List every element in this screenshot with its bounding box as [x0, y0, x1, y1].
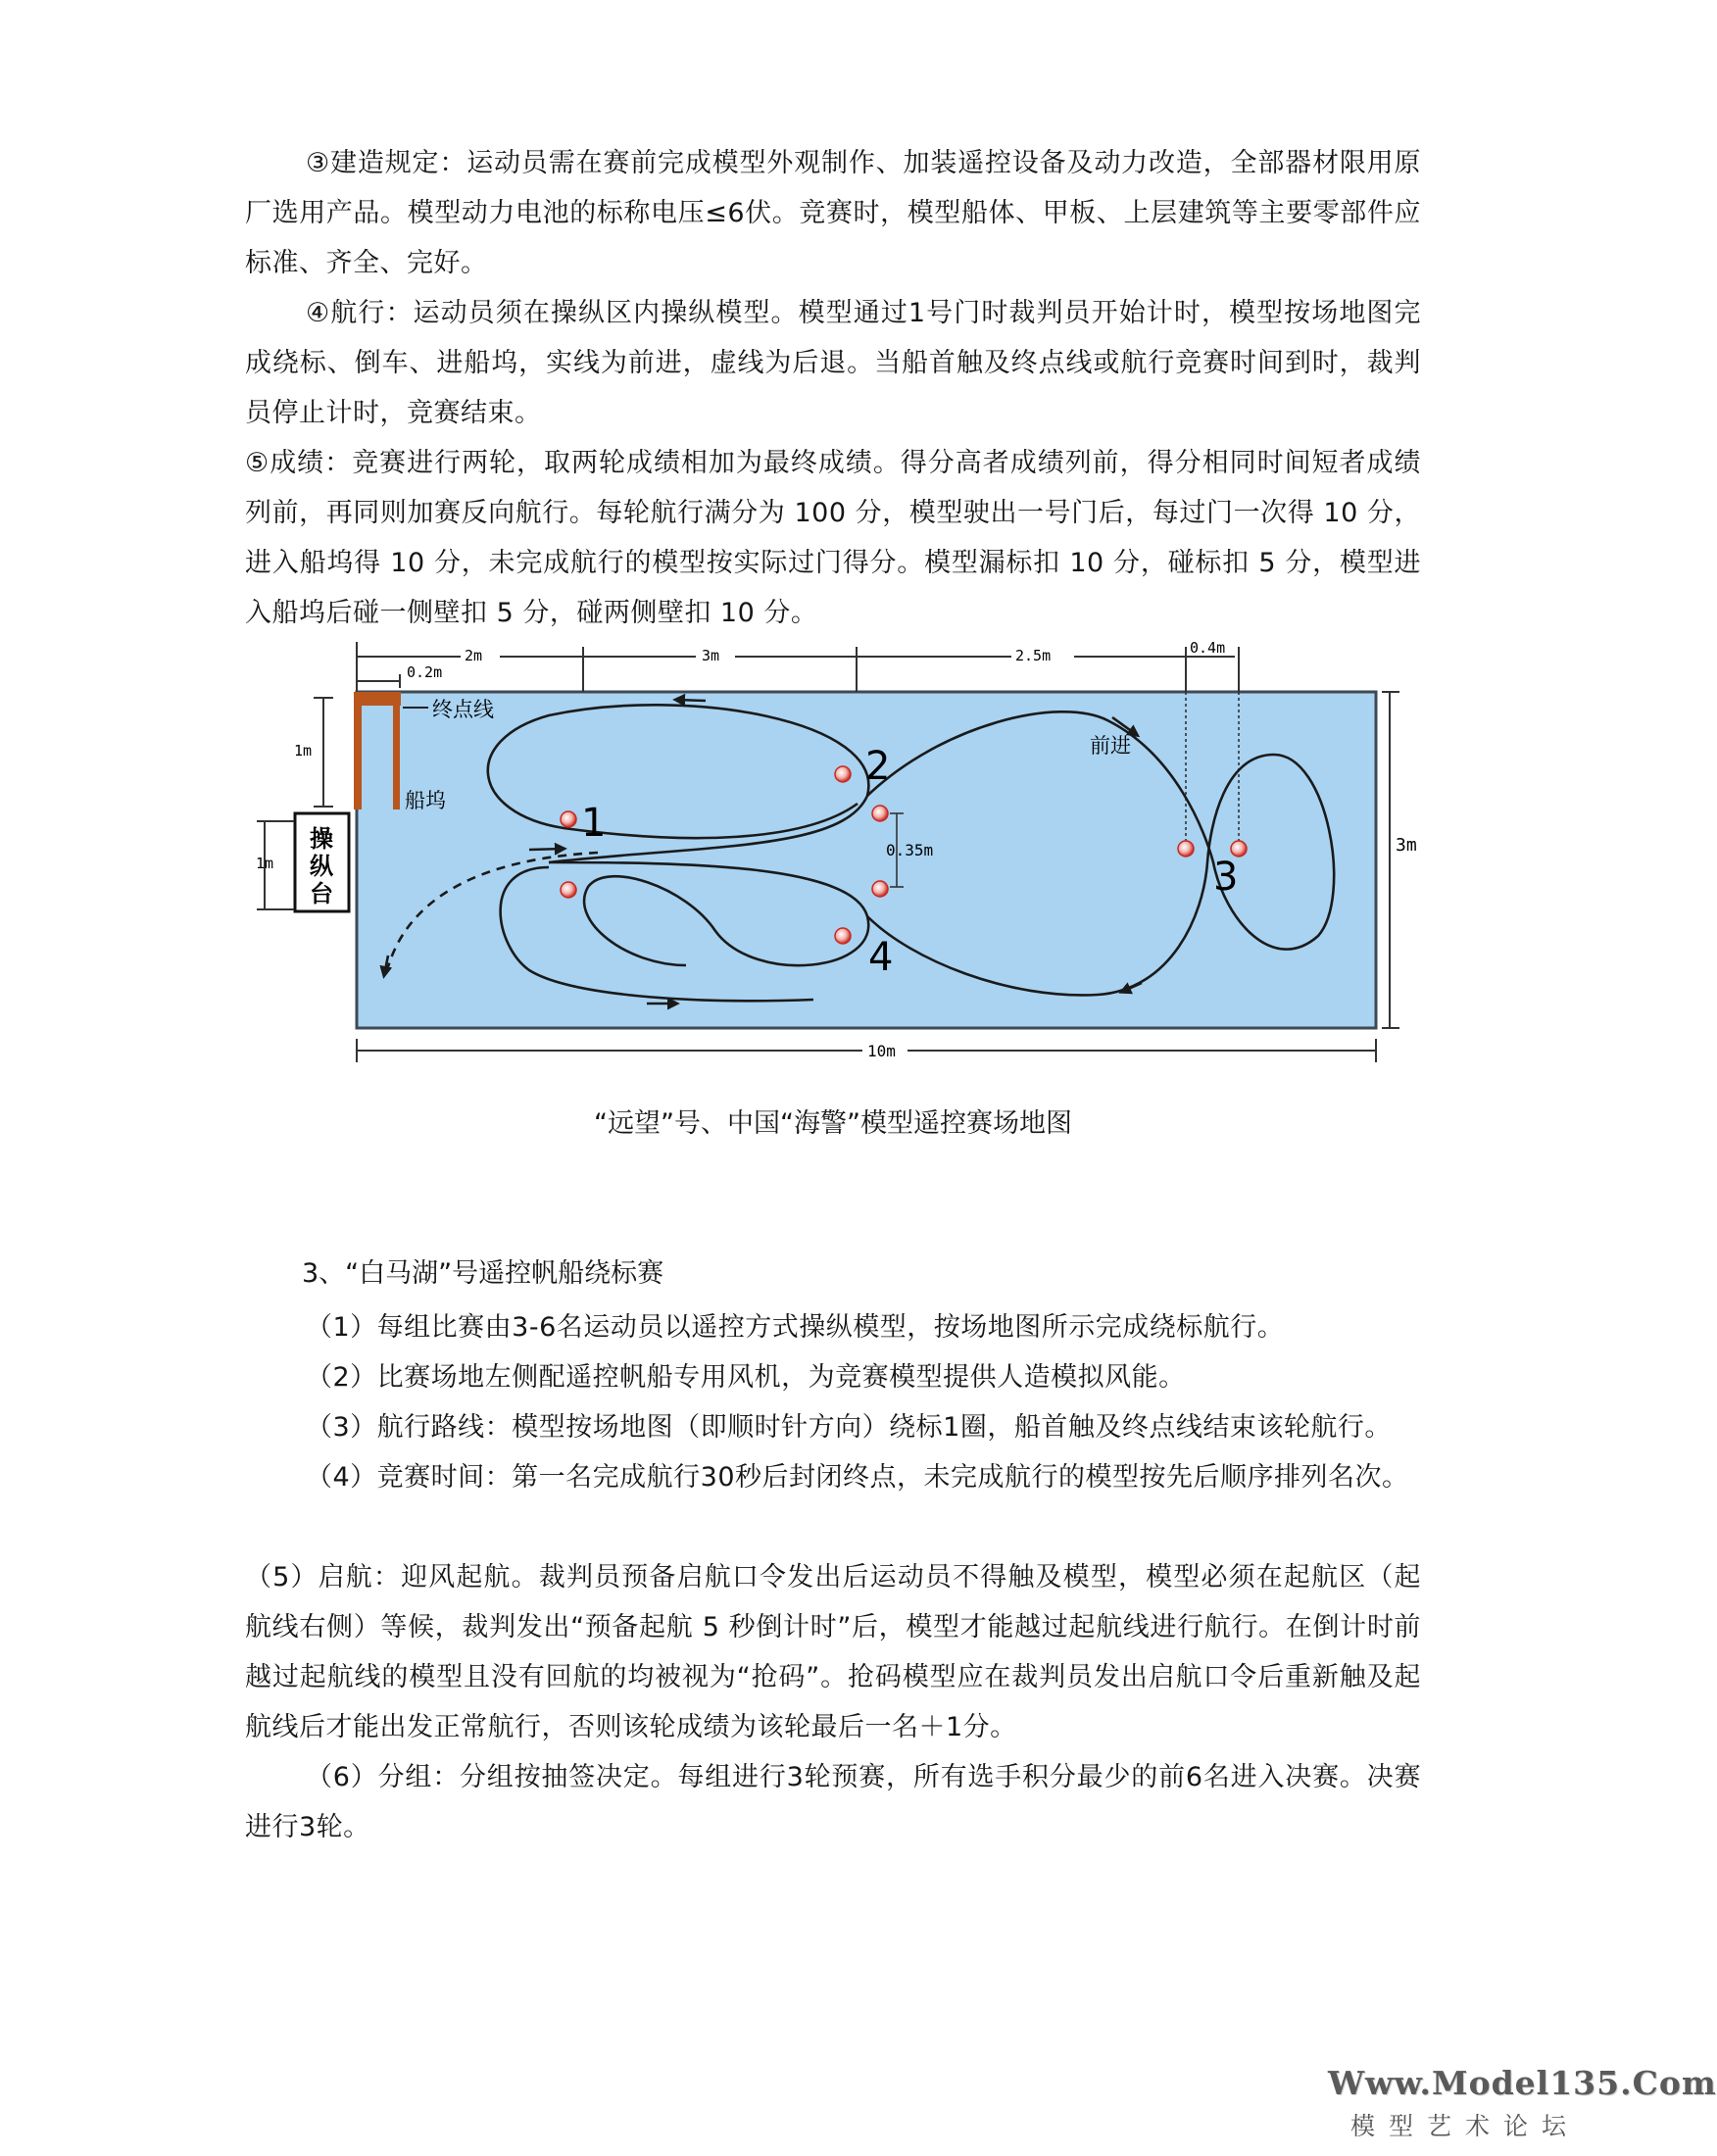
buoy-gate-2-right: [872, 806, 888, 821]
dim-console-1m: 1m: [255, 855, 273, 872]
gate-number-4: 4: [868, 935, 894, 980]
dim-2m: 2m: [465, 647, 483, 664]
rule-5: （5）启航：迎风起航。裁判员预备启航口令发出后运动员不得触及模型，模型必须在起航区（起航线右侧）等候，裁判发出“预备起航 5 秒倒计时”后，模型才能越过起航线进行航行。在倒计时前越过起航线的模型且没有回航的均被视为“抢码”。抢码模型应在裁判员发出启航口令后重新触及起航线后才能出发正常航行，否则该轮成绩为该轮最后一名＋1分。: [245, 1562, 1421, 1742]
gate-number-3: 3: [1213, 855, 1239, 900]
paragraph-construction-rules: ③建造规定：运动员需在赛前完成模型外观制作、加装遥控设备及动力改造，全部器材限用原厂选用产品。模型动力电池的标称电压≤6伏。竞赛时，模型船体、甲板、上层建筑等主要零部件应标准、齐全、完好。: [245, 148, 1421, 278]
dim-3m: 3m: [702, 647, 720, 664]
dim-3m-height: 3m: [1396, 835, 1417, 856]
dock-left-wall: [354, 692, 362, 809]
console-label-1: 操: [310, 825, 333, 853]
dock-label: 船坞: [405, 789, 446, 812]
diagram-caption: “远望”号、中国“海警”模型遥控赛场地图: [594, 1108, 1072, 1139]
buoy-gate-1-top: [561, 811, 576, 827]
paragraph-navigation: ④航行：运动员须在操纵区内操纵模型。模型通过1号门时裁判员开始计时，模型按场地图完成绕标、倒车、进船坞，实线为前进，虚线为后退。当船首触及终点线或航行竞赛时间到时，裁判员停止计时，竞赛结束。: [245, 298, 1421, 428]
gate-number-1: 1: [581, 801, 607, 846]
watermark-forum: 模型艺术论坛: [1350, 2112, 1581, 2140]
console-label-3: 台: [310, 880, 333, 907]
dock-right-wall: [393, 692, 400, 809]
rule-6: （6）分组：分组按抽签决定。每组进行3轮预赛，所有选手积分最少的前6名进入决赛。决赛进行3轮。: [245, 1762, 1421, 1842]
rule-3: （3）航行路线：模型按场地图（即顺时针方向）绕标1圈，船首触及终点线结束该轮航行。: [306, 1412, 1392, 1443]
buoy-gate-4-right: [872, 881, 888, 897]
dim-0-4m: 0.4m: [1190, 639, 1226, 657]
dim-10m: 10m: [867, 1042, 896, 1060]
section-title: 3、“白马湖”号遥控帆船绕标赛: [302, 1258, 664, 1289]
finish-line-label: 终点线: [432, 698, 494, 721]
buoy-gate-3-left: [1178, 841, 1194, 857]
gap-label: 0.35m: [886, 841, 934, 859]
forward-label: 前进: [1090, 734, 1131, 758]
rule-2: （2）比赛场地左侧配遥控帆船专用风机，为竞赛模型提供人造模拟风能。: [306, 1362, 1186, 1393]
dim-0-2m: 0.2m: [407, 663, 443, 681]
buoy-gate-4-left: [835, 928, 851, 944]
dim-dock-1m: 1m: [293, 742, 312, 760]
course-map-diagram: [0, 0, 1666, 1078]
gate-number-2: 2: [865, 744, 891, 789]
console-label-2: 纵: [310, 853, 333, 880]
paragraph-scoring: ⑤成绩：竞赛进行两轮，取两轮成绩相加为最终成绩。得分高者成绩列前，得分相同时间短者成绩列前，再同则加赛反向航行。每轮航行满分为 100 分，模型驶出一号门后，每过门一次得 10 分，进入船坞得 10 分，未完成航行的模型按实际过门得分。模型漏标扣 10 分，碰标扣 5 分，模型进入船坞后碰一侧壁扣 5 分，碰两侧壁扣 10 分。: [245, 448, 1422, 628]
buoy-gate-1-bottom: [561, 882, 576, 898]
dim-2-5m: 2.5m: [1015, 647, 1052, 664]
buoy-gate-2-left: [835, 766, 851, 782]
rule-1: （1）每组比赛由3-6名运动员以遥控方式操纵模型，按场地图所示完成绕标航行。: [306, 1312, 1285, 1343]
rule-4: （4）竞赛时间：第一名完成航行30秒后封闭终点，未完成航行的模型按先后顺序排列名次。: [306, 1462, 1409, 1493]
watermark-site: Www.Model135.Com: [1328, 2064, 1717, 2102]
